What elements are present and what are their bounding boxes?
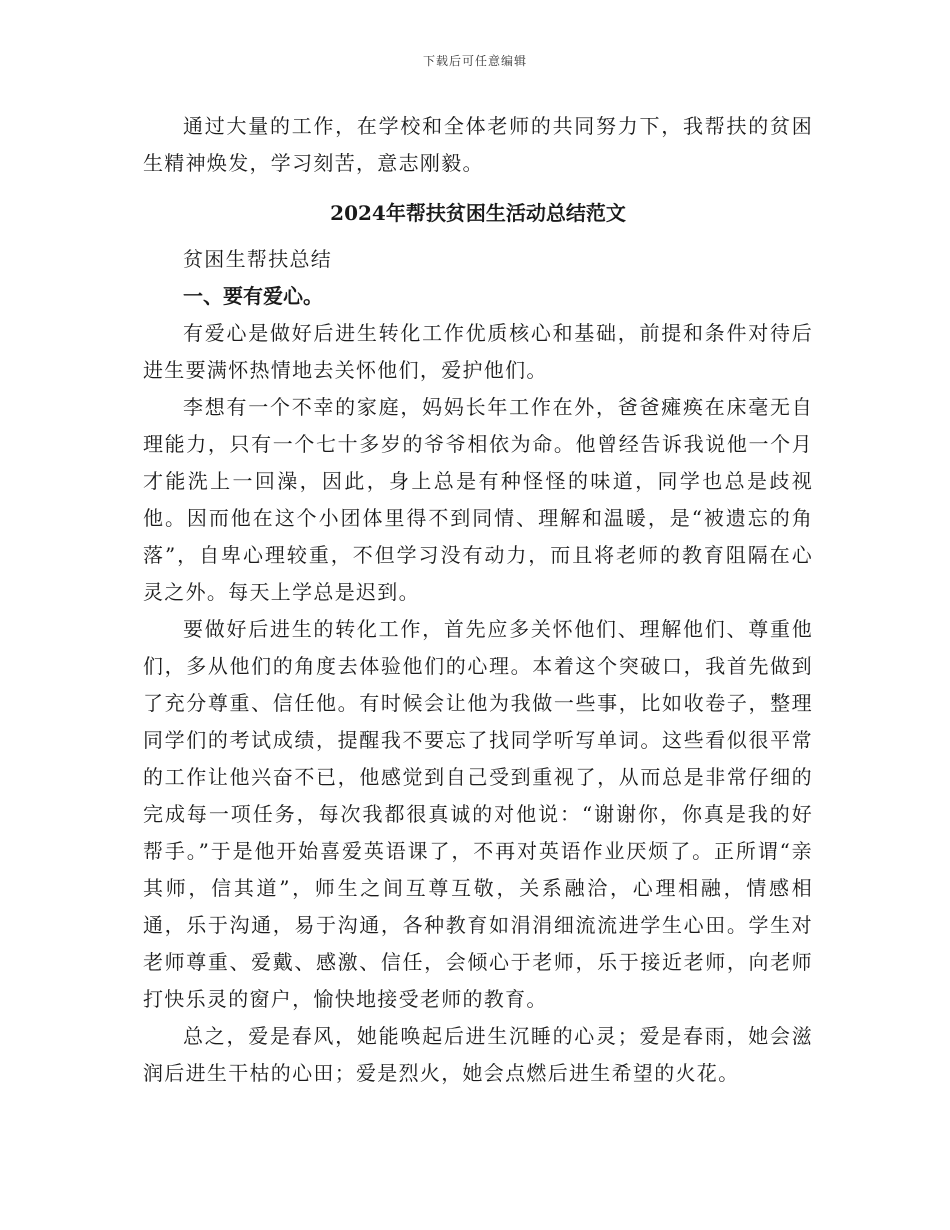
- body-paragraph: 有爱心是做好后进生转化工作优质核心和基础，前提和条件对待后进生要满怀热情地去关怀他们，爱护他们。: [143, 321, 813, 382]
- body-paragraph: 总之，爱是春风，她能唤起后进生沉睡的心灵；爱是春雨，她会滋润后进生干枯的心田；爱是烈火，她会点燃后进生希望的火花。: [143, 1024, 813, 1085]
- document-subtitle: 贫困生帮扶总结: [183, 247, 333, 271]
- document-title: 2024年帮扶贫困生活动总结范文: [330, 201, 626, 225]
- intro-paragraph: 通过大量的工作，在学校和全体老师的共同努力下，我帮扶的贫困生精神焕发，学习刻苦，意志刚毅。: [143, 114, 813, 175]
- section-heading: 一、要有爱心。: [183, 284, 323, 308]
- header-note: 下载后可任意编辑: [422, 54, 527, 68]
- document-body: [143, 108, 813, 1092]
- body-paragraph: 李想有一个不幸的家庭，妈妈长年工作在外，爸爸瘫痪在床毫无自理能力，只有一个七十多岁的爷爷相依为命。他曾经告诉我说他一个月才能洗上一回澡，因此，身上总是有种怪怪的味道，同学也总是歧视他。因而他在这个小团体里得不到同情、理解和温暖，是“被遗忘的角落”，自卑心理较重，不但学习没有动力，而且将老师的教育阻隔在心灵之外。每天上学总是迟到。: [143, 395, 813, 604]
- body-paragraph: 要做好后进生的转化工作，首先应多关怀他们、理解他们、尊重他们，多从他们的角度去体验他们的心理。本着这个突破口，我首先做到了充分尊重、信任他。有时候会让他为我做一些事，比如收卷子，整理同学们的考试成绩，提醒我不要忘了找同学听写单词。这些看似很平常的工作让他兴奋不已，他感觉到自己受到重视了，从而总是非常仔细的完成每一项任务，每次我都很真诚的对他说：“谢谢你，你真是我的好帮手。”于是他开始喜爱英语课了，不再对英语作业厌烦了。正所谓“亲其师，信其道”，师生之间互尊互敬，关系融洽，心理相融，情感相通，乐于沟通，易于沟通，各种教育如涓涓细流流进学生心田。学生对老师尊重、爱戴、感激、信任，会倾心于老师，乐于接近老师，向老师打快乐灵的窗户，愉快地接受老师的教育。: [143, 617, 813, 1011]
